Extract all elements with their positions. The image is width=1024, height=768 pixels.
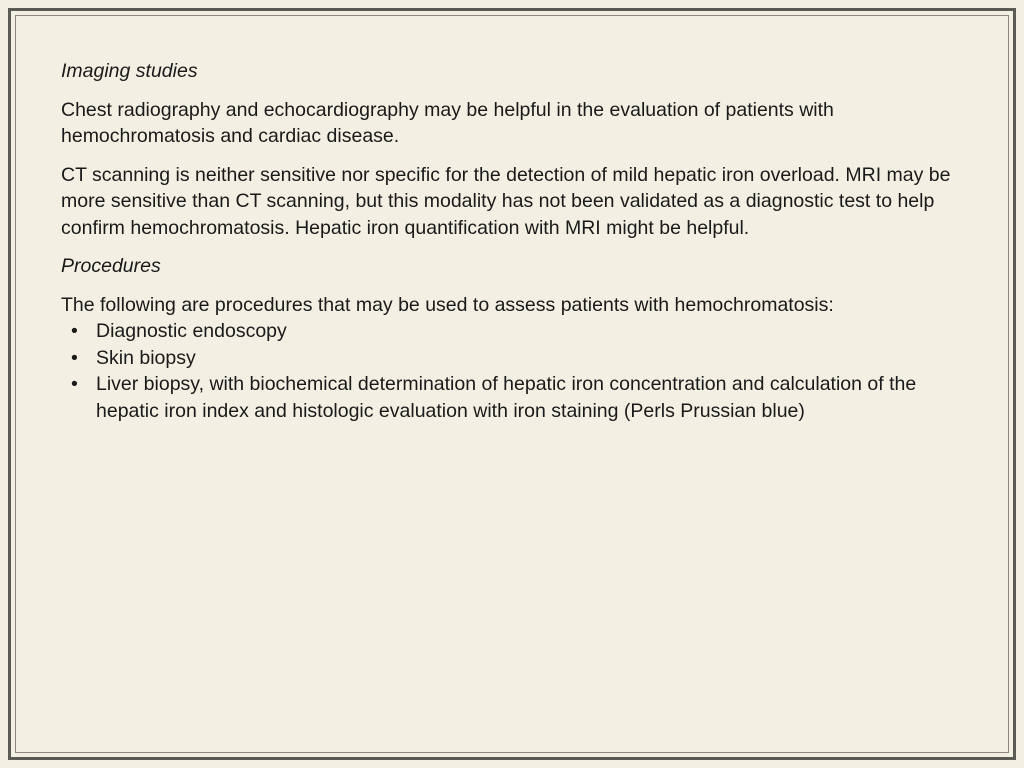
- procedures-heading: Procedures: [61, 255, 161, 277]
- procedures-list: [61, 318, 971, 424]
- list-item-text: Diagnostic endoscopy: [96, 320, 287, 342]
- slide-content: [61, 58, 971, 424]
- list-item-text: Liver biopsy, with biochemical determination of hepatic iron concentration and calculation of the hepatic iron index and histologic evaluation with iron staining (Perls Prussian blue): [96, 373, 917, 422]
- bullet-icon: •: [71, 373, 78, 395]
- imaging-paragraph: Chest radiography and echocardiography may be helpful in the evaluation of patients with hemochromatosis and cardiac disease.: [61, 98, 834, 147]
- bullet-icon: •: [71, 320, 78, 342]
- imaging-heading: Imaging studies: [61, 60, 198, 82]
- bullet-icon: •: [71, 346, 78, 369]
- list-item-text: Skin biopsy: [96, 346, 196, 369]
- list-item: [61, 318, 971, 345]
- procedures-intro: The following are procedures that may be used to assess patients with hemochromatosis:: [61, 293, 834, 316]
- list-item: [61, 371, 971, 424]
- list-item: [61, 345, 971, 372]
- imaging-paragraph: CT scanning is neither sensitive nor specific for the detection of mild hepatic iron overload. MRI may be more sensitive than CT scanning, but this modality has not been validated as a diagnostic test to help confirm hemochromatosis. Hepatic iron quantification with MRI might be helpful.: [61, 163, 951, 239]
